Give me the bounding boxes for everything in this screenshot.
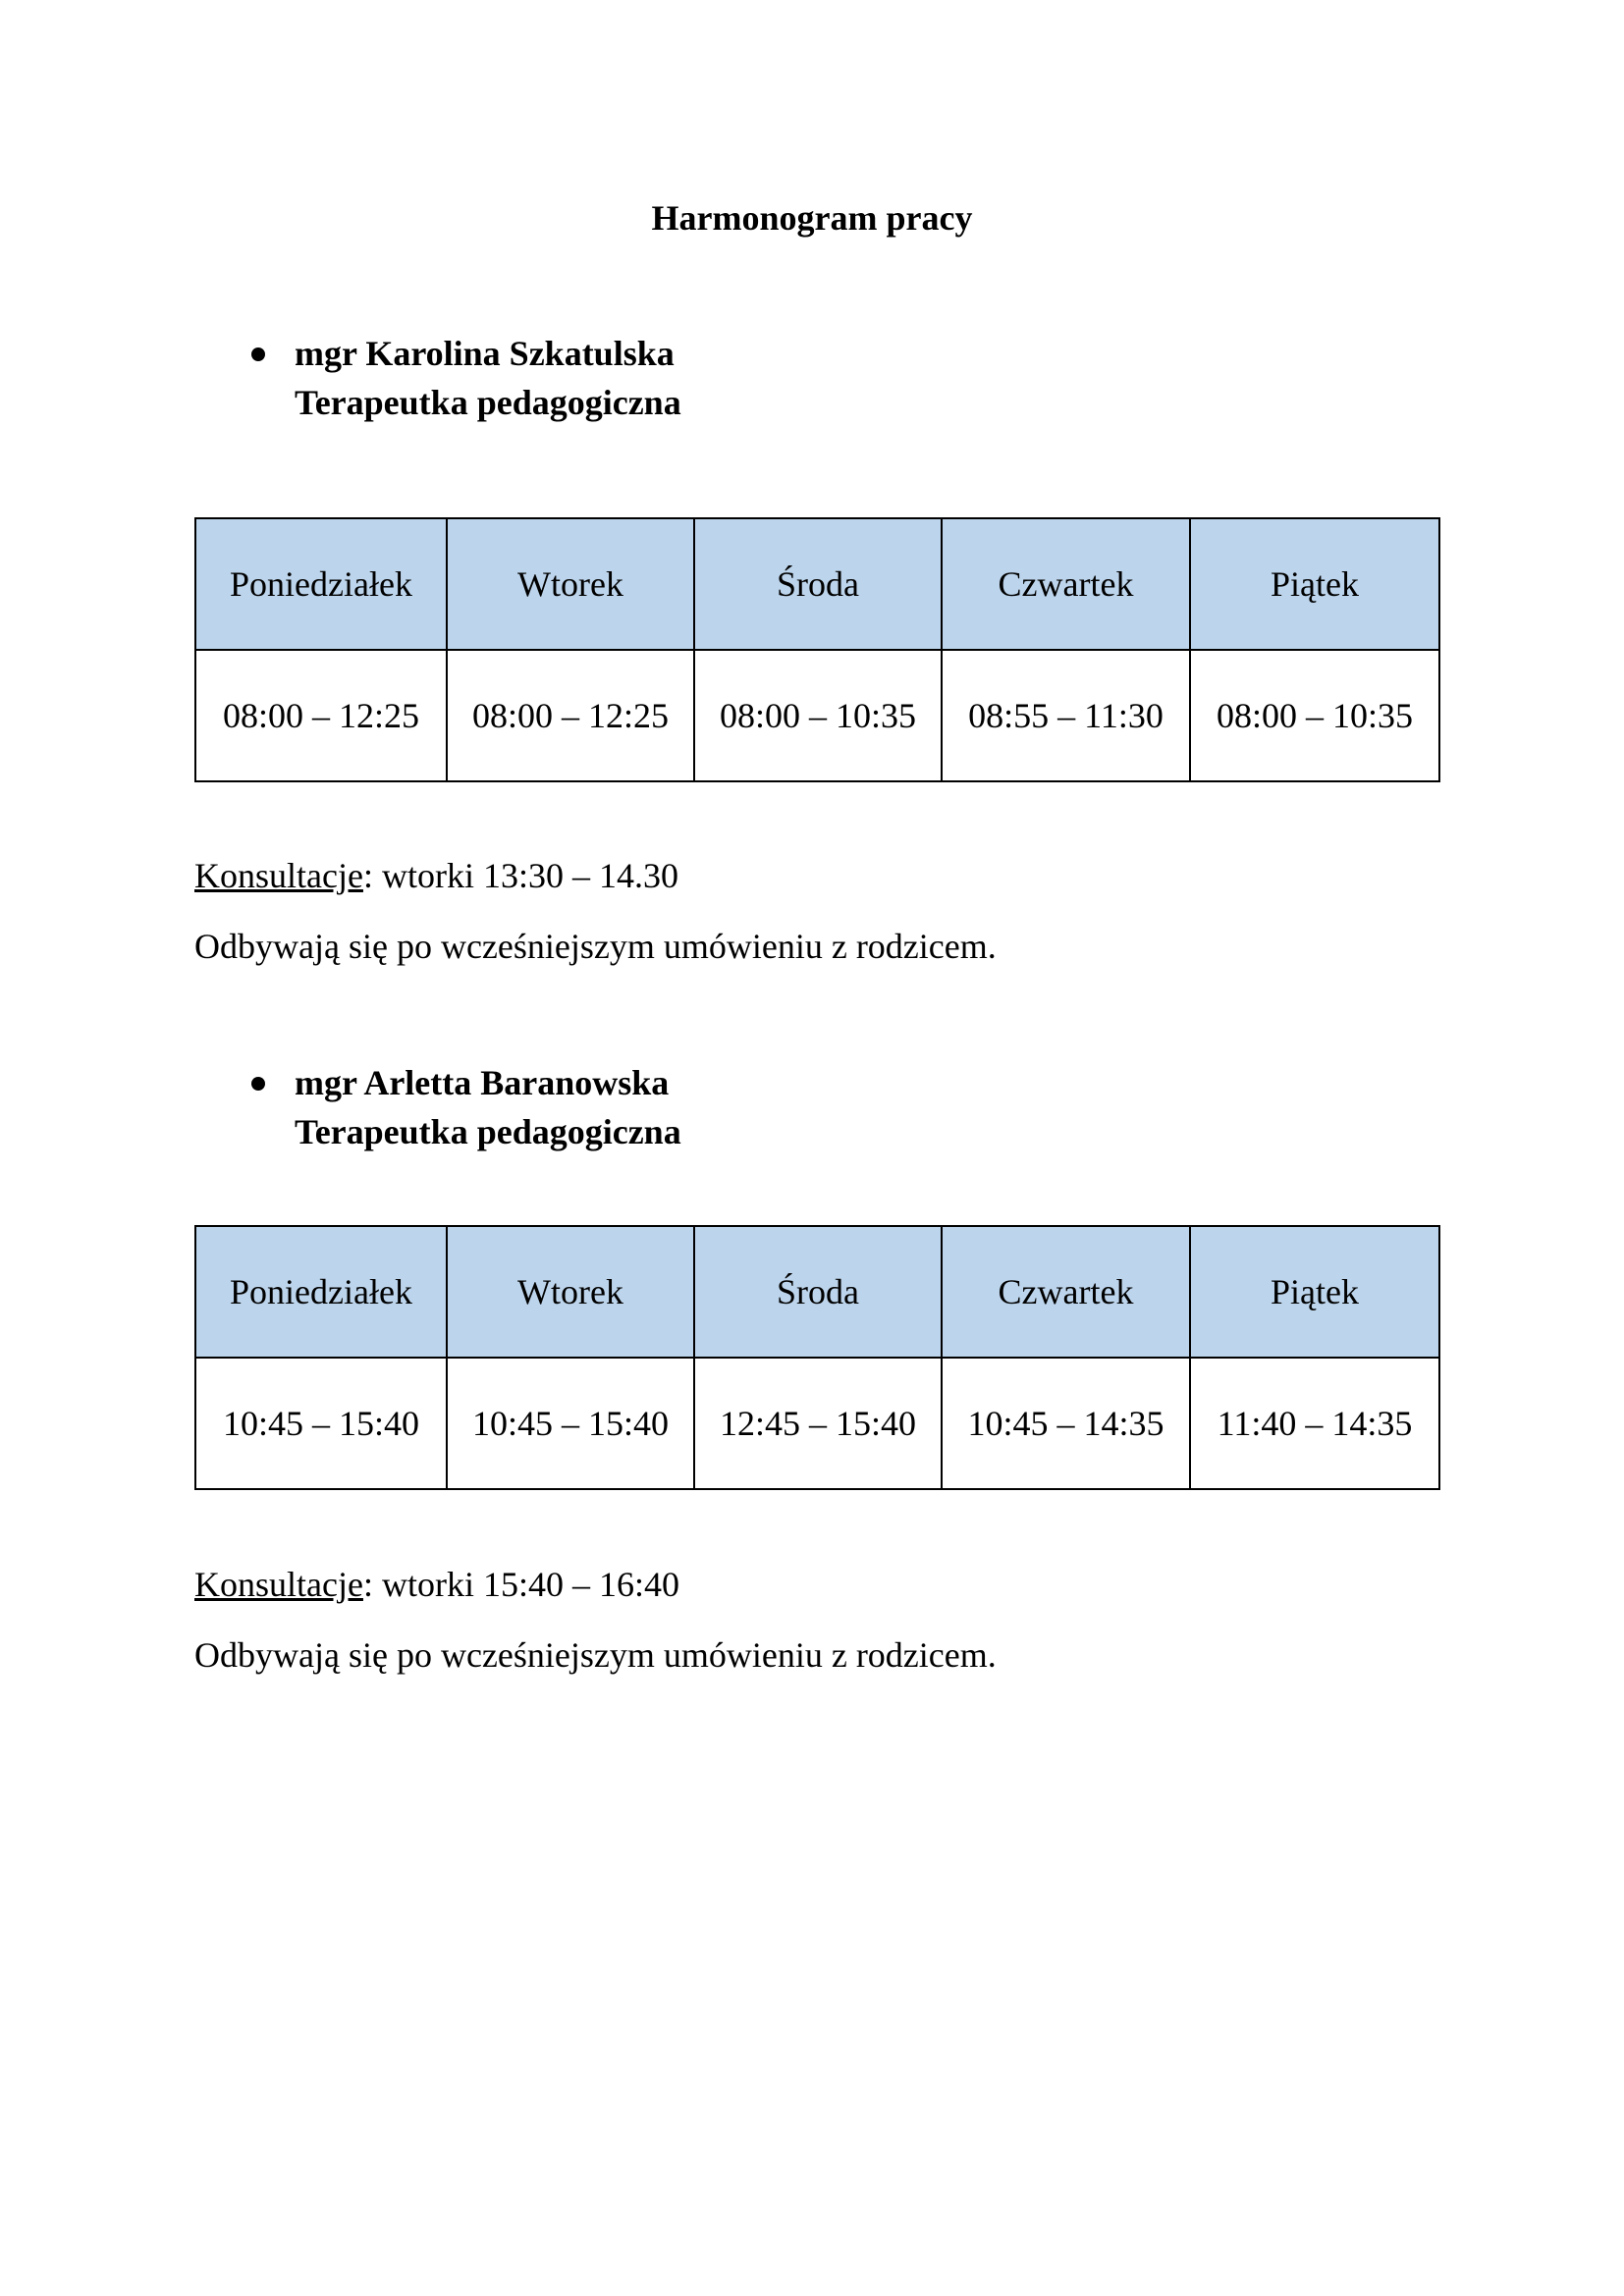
hours-cell: 08:55 – 11:30 (942, 650, 1190, 781)
person-role: Terapeutka pedagogiczna (295, 1112, 681, 1151)
hours-cell: 08:00 – 10:35 (1190, 650, 1439, 781)
consultation-label: Konsultacje (194, 856, 363, 895)
person-name: mgr Arletta Baranowska (295, 1063, 670, 1102)
day-header-cell: Piątek (1190, 1226, 1439, 1358)
consultation-text: : wtorki 13:30 – 14.30 (362, 856, 678, 895)
hours-cell: 10:45 – 15:40 (195, 1358, 447, 1489)
page-title: Harmonogram pracy (651, 198, 973, 238)
bullet-icon (251, 347, 265, 361)
consultation-label: Konsultacje (194, 1565, 363, 1604)
hours-cell: 12:45 – 15:40 (694, 1358, 942, 1489)
day-header-cell: Czwartek (942, 1226, 1190, 1358)
appointment-note-1: Odbywają się po wcześniejszym umówieniu z rodzicem. (194, 927, 997, 966)
bullet-icon (251, 1077, 265, 1091)
hours-cell: 11:40 – 14:35 (1190, 1358, 1439, 1489)
consultation-line-2 (194, 1561, 679, 1608)
table-row (195, 650, 1439, 781)
day-header-cell: Poniedziałek (195, 518, 447, 650)
person-heading-1 (295, 329, 681, 427)
table-row (195, 1358, 1439, 1489)
hours-cell: 08:00 – 12:25 (447, 650, 694, 781)
day-header-cell: Środa (694, 1226, 942, 1358)
schedule-table-2 (194, 1225, 1440, 1490)
day-header-cell: Czwartek (942, 518, 1190, 650)
hours-cell: 10:45 – 15:40 (447, 1358, 694, 1489)
consultation-text: : wtorki 15:40 – 16:40 (362, 1565, 679, 1604)
day-header-cell: Wtorek (447, 518, 694, 650)
person-name: mgr Karolina Szkatulska (295, 334, 675, 373)
day-header-cell: Piątek (1190, 518, 1439, 650)
person-heading-2 (295, 1058, 681, 1156)
table-header-row (195, 518, 1439, 650)
hours-cell: 10:45 – 14:35 (942, 1358, 1190, 1489)
hours-cell: 08:00 – 10:35 (694, 650, 942, 781)
table-header-row (195, 1226, 1439, 1358)
person-role: Terapeutka pedagogiczna (295, 383, 681, 422)
consultation-line-1 (194, 852, 678, 899)
appointment-note-2: Odbywają się po wcześniejszym umówieniu z rodzicem. (194, 1635, 997, 1675)
hours-cell: 08:00 – 12:25 (195, 650, 447, 781)
schedule-table-1 (194, 517, 1440, 782)
day-header-cell: Poniedziałek (195, 1226, 447, 1358)
day-header-cell: Środa (694, 518, 942, 650)
day-header-cell: Wtorek (447, 1226, 694, 1358)
